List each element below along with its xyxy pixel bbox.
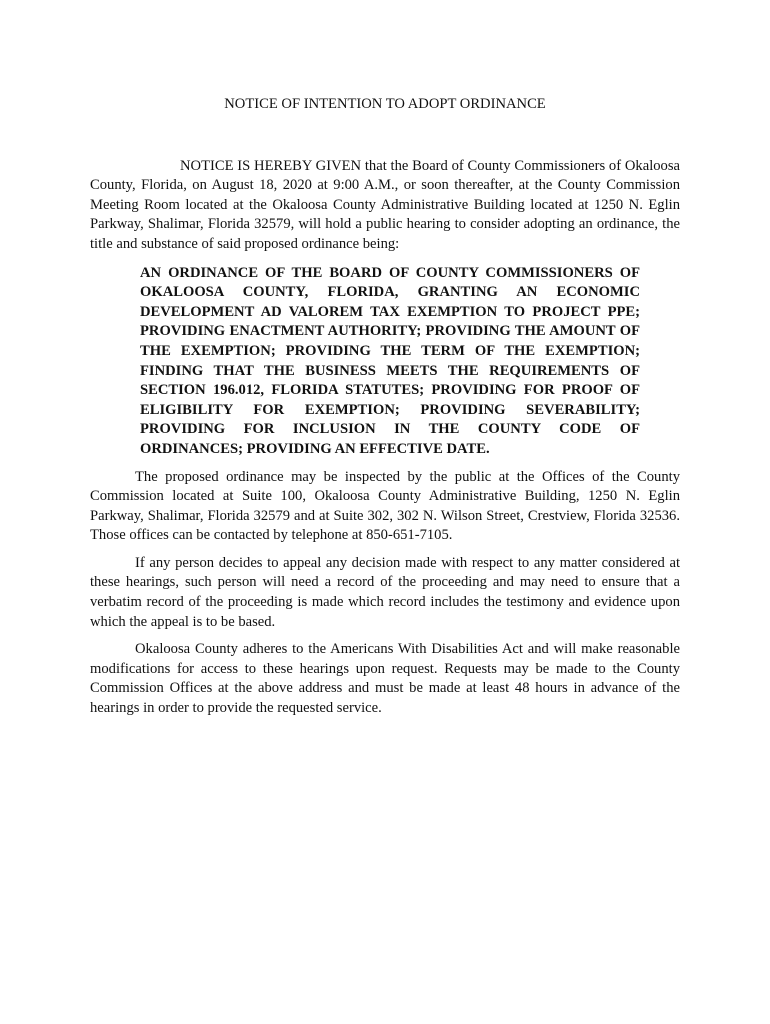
inspection-paragraph: The proposed ordinance may be inspected by the public at the Offices of the County Commission located at Suite 100, Okaloosa County Administrative Building, 1250 N. Eglin Parkway, Shalimar, Florida 32579 and at Suite 302, 302 N. Wilson Street, Crestview, Florida 32536. Those offices can be contacted by telephone at 850-651-7105. (90, 468, 680, 544)
document-page (90, 95, 680, 727)
document-title: NOTICE OF INTENTION TO ADOPT ORDINANCE (224, 96, 546, 112)
ada-paragraph: Okaloosa County adheres to the Americans With Disabilities Act and will make reasonable modifications for access to these hearings upon request. Requests may be made to the County Commission Offices at the above address and must be made at least 48 hours in advance of the hearings in order to provide the requested service. (90, 641, 680, 717)
notice-paragraph: NOTICE IS HEREBY GIVEN that the Board of County Commissioners of Okaloosa County, Florida, on August 18, 2020 at 9:00 A.M., or soon thereafter, at the County Commission Meeting Room located at the Okaloosa County Administrative Building located at 1250 N. Eglin Parkway, Shalimar, Florida 32579, will hold a public hearing to consider adopting an ordinance, the title and substance of said proposed ordinance being: (90, 157, 680, 252)
appeal-paragraph: If any person decides to appeal any decision made with respect to any matter considered at these hearings, such person will need a record of the proceeding and may need to ensure that a verbatim record of the proceeding is made which record includes the testimony and evidence upon which the appeal is to be based. (90, 554, 680, 630)
ordinance-title: AN ORDINANCE OF THE BOARD OF COUNTY COMMISSIONERS OF OKALOOSA COUNTY, FLORIDA, GRANTING AN ECONOMIC DEVELOPMENT AD VALOREM TAX EXEMPTION TO PROJECT PPE; PROVIDING ENACTMENT AUTHORITY; PROVIDING THE AMOUNT OF THE EXEMPTION; PROVIDING THE TERM OF THE EXEMPTION; FINDING THAT THE BUSINESS MEETS THE REQUIREMENTS OF SECTION 196.012, FLORIDA STATUTES; PROVIDING FOR PROOF OF ELIGIBILITY FOR EXEMPTION; PROVIDING SEVERABILITY; PROVIDING FOR INCLUSION IN THE COUNTY CODE OF ORDINANCES; PROVIDING AN EFFECTIVE DATE. (140, 264, 640, 457)
